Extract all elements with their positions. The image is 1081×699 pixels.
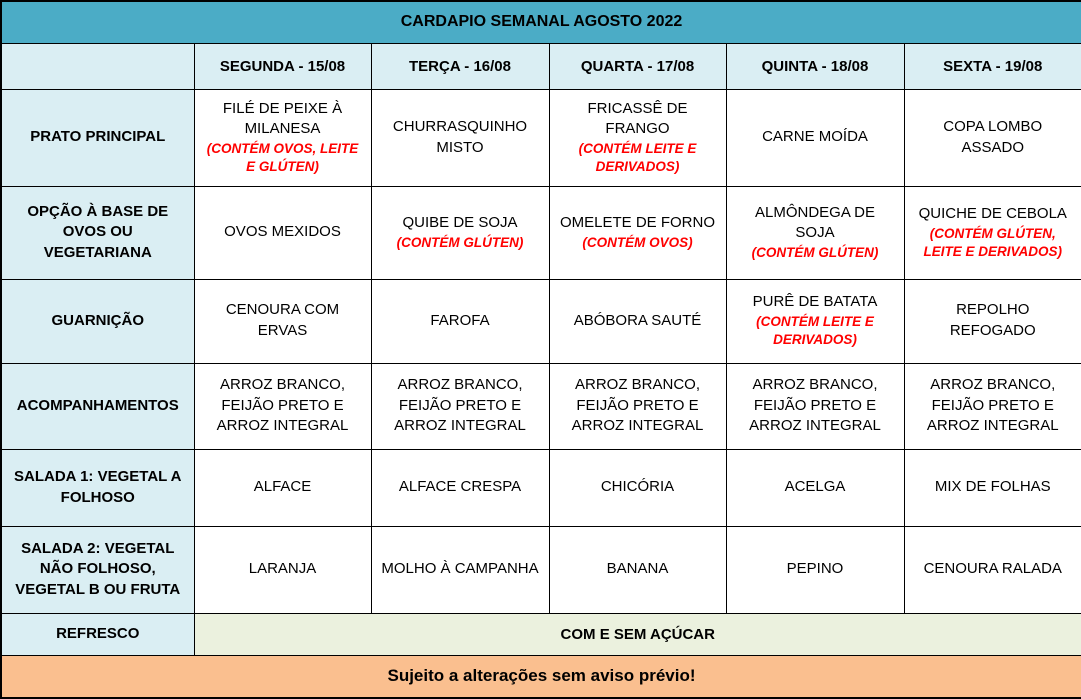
menu-cell [549,363,726,449]
allergen-note: (CONTÉM GLÚTEN, LEITE E DERIVADOS) [923,225,1063,259]
allergen-note: (CONTÉM GLÚTEN) [396,234,524,250]
menu-cell [194,279,371,363]
row-label-refresco: REFRESCO [1,613,194,655]
menu-cell [904,526,1081,613]
menu-cell [194,449,371,526]
menu-cell [194,363,371,449]
dish-name: QUIBE DE SOJA [402,214,518,232]
menu-cell [904,186,1081,279]
day-column-header-terca: TERÇA - 16/08 [371,43,549,89]
day-column-header-sexta: SEXTA - 19/08 [904,43,1081,89]
menu-cell [371,186,549,279]
row-label-opcao-ovos-vegetariana: OPÇÃO À BASE DE OVOS OU VEGETARIANA [1,186,194,279]
menu-cell [549,526,726,613]
dish-name: FRICASSÊ DE FRANGO [587,99,688,138]
menu-cell [549,449,726,526]
dish-name: MOLHO À CAMPANHA [381,560,539,578]
menu-cell [371,363,549,449]
allergen-note: (CONTÉM GLÚTEN) [751,245,879,261]
dish-name: COPA LOMBO ASSADO [943,117,1043,156]
dish-name: OVOS MEXIDOS [224,223,341,241]
row-label-salada-1: SALADA 1: VEGETAL A FOLHOSO [1,449,194,526]
dish-name: ARROZ BRANCO, FEIJÃO PRETO E ARROZ INTEGRAL [571,375,704,435]
menu-cell [904,279,1081,363]
dish-name: BANANA [606,560,669,578]
corner-cell [1,43,194,89]
allergen-note: (CONTÉM OVOS, LEITE E GLÚTEN) [206,140,359,175]
row-label-acompanhamentos: ACOMPANHAMENTOS [1,363,194,449]
menu-cell [904,449,1081,526]
dish-name: CHICÓRIA [600,478,675,496]
dish-name: PURÊ DE BATATA [752,293,878,311]
dish-name: QUICHE DE CEBOLA [918,204,1067,222]
dish-name: PEPINO [786,560,844,578]
day-column-header-quinta: QUINTA - 18/08 [726,43,904,89]
menu-cell [549,89,726,186]
dish-name: FILÉ DE PEIXE À MILANESA [222,99,343,138]
menu-cell [726,526,904,613]
dish-name: ABÓBORA SAUTÉ [573,311,702,329]
allergen-note: (CONTÉM LEITE E DERIVADOS) [578,140,697,175]
dish-name: REPOLHO REFOGADO [949,301,1036,339]
menu-cell [194,526,371,613]
menu-cell [371,89,549,186]
menu-cell [726,279,904,363]
dish-name: FAROFA [430,311,490,329]
row-label-guarnicao: GUARNIÇÃO [1,279,194,363]
dish-name: CENOURA COM ERVAS [225,301,340,339]
dish-name: ALMÔNDEGA DE SOJA [754,203,876,242]
menu-cell [194,186,371,279]
menu-cell [726,186,904,279]
page-title: CARDAPIO SEMANAL AGOSTO 2022 [1,1,1081,43]
footer-note: Sujeito a alterações sem aviso prévio! [1,655,1081,698]
dish-name: ARROZ BRANCO, FEIJÃO PRETO E ARROZ INTEGRAL [749,375,881,435]
row-label-prato-principal: PRATO PRINCIPAL [1,89,194,186]
dish-name: LARANJA [248,560,317,578]
menu-cell [904,89,1081,186]
menu-cell [549,279,726,363]
dish-name: CENOURA RALADA [923,560,1062,578]
dish-name: ALFACE [253,478,312,496]
dish-name: ARROZ BRANCO, FEIJÃO PRETO E ARROZ INTEGRAL [216,375,349,435]
menu-cell [194,89,371,186]
dish-name: ACELGA [784,478,846,496]
allergen-note: (CONTÉM OVOS) [582,234,693,250]
menu-cell [726,449,904,526]
dish-name: ALFACE CRESPA [398,478,522,496]
menu-cell [904,363,1081,449]
menu-cell [371,449,549,526]
menu-cell [371,279,549,363]
day-column-header-quarta: QUARTA - 17/08 [549,43,726,89]
dish-name: OMELETE DE FORNO [559,214,716,232]
dish-name: CARNE MOÍDA [762,128,868,146]
menu-cell [726,89,904,186]
refresco-value: COM E SEM AÇÚCAR [194,613,1081,655]
menu-cell [371,526,549,613]
day-column-header-segunda: SEGUNDA - 15/08 [194,43,371,89]
dish-name: ARROZ BRANCO, FEIJÃO PRETO E ARROZ INTEGRAL [926,375,1059,435]
menu-cell [726,363,904,449]
row-label-salada-2: SALADA 2: VEGETAL NÃO FOLHOSO, VEGETAL B OU FRUTA [1,526,194,613]
menu-cell [549,186,726,279]
dish-name: ARROZ BRANCO, FEIJÃO PRETO E ARROZ INTEGRAL [394,375,526,435]
allergen-note: (CONTÉM LEITE E DERIVADOS) [756,314,874,348]
dish-name: CHURRASQUINHO MISTO [392,117,528,156]
dish-name: MIX DE FOLHAS [934,478,1051,496]
